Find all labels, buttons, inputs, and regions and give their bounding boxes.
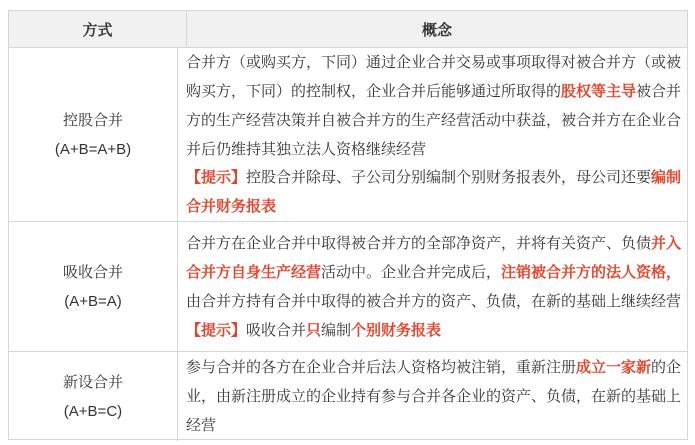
method-cell <box>9 48 178 221</box>
method-line: 新设合并 <box>62 373 123 391</box>
body-text: 参与合并的各方在企业合并后法人资格均被注销，重新注册 <box>185 359 576 376</box>
table-row <box>9 222 687 352</box>
body-text: 经营 <box>185 417 216 434</box>
body-text: 方的生产经营决策并自被合并方的生产经营活动中获益，被合并方在企业合 <box>185 111 681 129</box>
highlight-text: 注销被合并方的法人资格， <box>500 263 681 281</box>
table-row <box>9 48 687 222</box>
concept-cell <box>178 48 687 221</box>
body-text: 合并方在企业合并中取得被合并方的全部净资产，并将有关资产、负债 <box>185 234 651 252</box>
method-line: (A+B=A+B) <box>54 140 132 158</box>
highlight-text: 成立一家新 <box>575 359 651 376</box>
table-body <box>9 48 687 441</box>
header-method: 方式 <box>9 11 187 47</box>
body-text: 购买方，下同）的控制权，企业合并后能够通过所取得的 <box>185 82 561 100</box>
concept-text-line <box>186 192 681 221</box>
body-text: 的企 <box>650 359 681 376</box>
highlight-text: 【提示】 <box>185 321 246 339</box>
highlight-text: 编制 <box>650 169 681 187</box>
highlight-text: 股权等主导 <box>560 82 636 100</box>
method-cell <box>9 222 178 351</box>
concept-text-line <box>186 287 681 316</box>
concept-text-line <box>186 135 681 164</box>
concept-text-line <box>186 382 681 411</box>
method-line: 吸收合并 <box>62 263 123 281</box>
concept-cell <box>178 222 687 351</box>
concept-text-line <box>186 163 681 192</box>
table-header-row <box>9 11 687 48</box>
concept-cell <box>178 352 687 441</box>
method-line: (A+B=C) <box>63 402 123 420</box>
body-text: 吸收合并 <box>245 321 306 339</box>
body-text: 由合并方持有合并中取得的被合并方的资产、负债，在新的基础上继续经营 <box>185 292 681 310</box>
body-text: 合并方（或购买方，下同）通过企业合并交易或事项取得对被合并方（或被 <box>185 54 681 72</box>
concept-text-line <box>186 316 681 345</box>
body-text: 并后仍维持其独立法人资格继续经营 <box>185 140 426 158</box>
table-row <box>9 352 687 441</box>
concept-text-line <box>186 229 681 258</box>
method-line: 控股合并 <box>62 111 123 129</box>
highlight-text: 【提示】 <box>185 169 246 187</box>
highlight-text: 合并方自身生产经营 <box>185 263 321 281</box>
highlight-text: 并入 <box>650 234 681 252</box>
concept-text-line <box>186 353 681 382</box>
concept-text-line <box>186 258 681 287</box>
concept-text-line <box>186 411 681 440</box>
highlight-text: 只 <box>305 321 321 339</box>
body-text: 编制 <box>321 321 352 339</box>
body-text: 业，由新注册成立的企业持有参与合并各企业的资产、负债，在新的基础上 <box>185 388 681 405</box>
concept-text-line <box>186 106 681 135</box>
comparison-table <box>8 10 688 440</box>
method-line: (A+B=A) <box>64 292 122 310</box>
concept-text-line <box>186 48 681 77</box>
highlight-text: 合并财务报表 <box>185 198 276 216</box>
body-text: 控股合并除母、子公司分别编制个别财务报表外，母公司还要 <box>245 169 651 187</box>
method-cell <box>9 352 178 441</box>
highlight-text: 个别财务报表 <box>351 321 442 339</box>
body-text: 活动中。企业合并完成后， <box>320 263 501 281</box>
header-concept: 概念 <box>421 21 452 39</box>
body-text: 被合并 <box>635 82 681 100</box>
concept-text-line <box>186 77 681 106</box>
